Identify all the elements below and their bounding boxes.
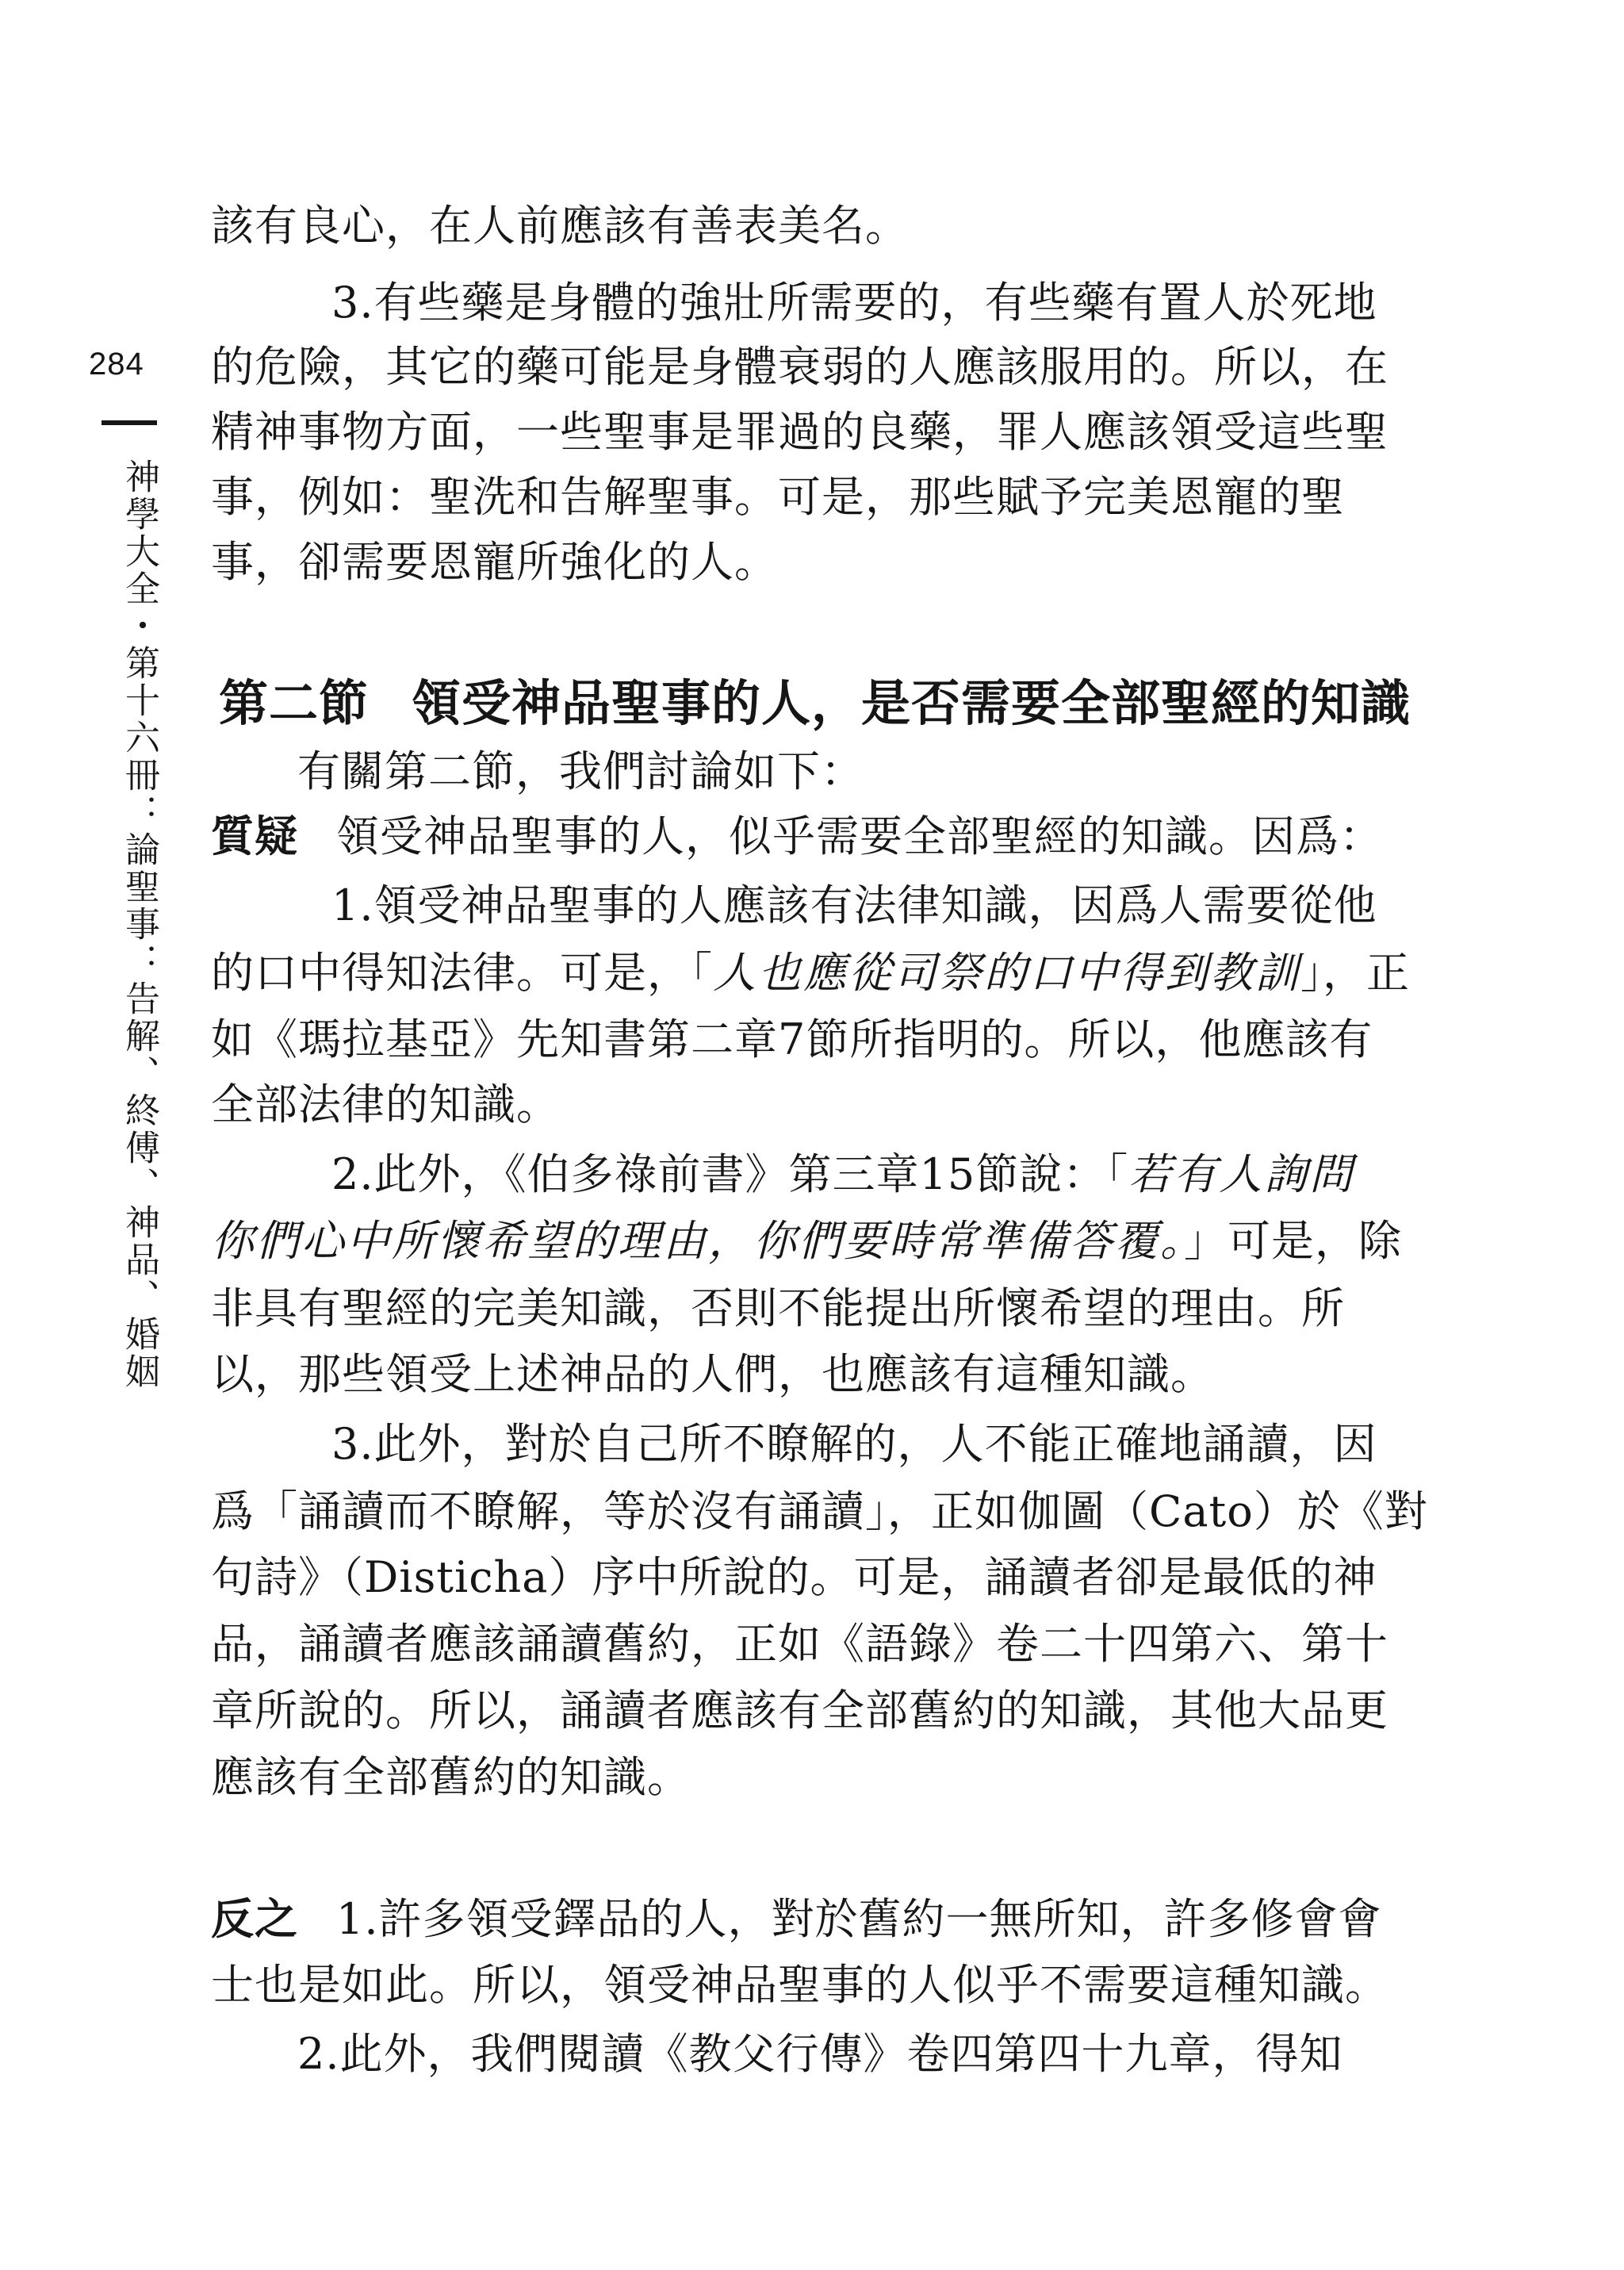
running-title: 神學大全・第十六冊：論聖事：告解、終傅、神品、婚姻 xyxy=(119,458,159,1390)
body-line-1: 該有良心，在人前應該有善表美名。 xyxy=(211,201,909,251)
contrary-label: 反之 xyxy=(211,1894,298,1944)
objection-1-line-3: 如《瑪拉基亞》先知書第二章7節所指明的。所以，他應該有 xyxy=(211,1014,1373,1064)
objection-2-line-3: 非具有聖經的完美知識，否則不能提出所懷希望的理由。所 xyxy=(211,1283,1345,1333)
objection-2-line-4: 以，那些領受上述神品的人們，也應該有這種知識。 xyxy=(211,1349,1214,1399)
objection-3-line-4: 品，誦讀者應該誦讀舊約，正如《語錄》卷二十四第六、第十 xyxy=(211,1619,1388,1669)
section-number: 第二節 xyxy=(219,674,370,732)
objection-3-line-3: 句詩》（Disticha）序中所說的。可是，誦讀者卻是最低的神 xyxy=(211,1552,1377,1602)
objection-1-line-4: 全部法律的知識。 xyxy=(211,1079,560,1129)
contrary-line-3: 2.此外，我們閱讀《教父行傳》卷四第四十九章，得知 xyxy=(297,2029,1343,2079)
contrary-1-text: 1.許多領受鐸品的人，對於舊約一無所知，許多修會會 xyxy=(336,1894,1382,1944)
body-line-5: 事，例如：聖洗和告解聖事。可是，那些賦予完美恩寵的聖 xyxy=(211,472,1345,522)
objection-3-line-5: 章所說的。所以，誦讀者應該有全部舊約的知識，其他大品更 xyxy=(211,1685,1388,1735)
objection-3-line-6: 應該有全部舊約的知識。 xyxy=(211,1752,691,1802)
section-title: 領受神品聖事的人，是否需要全部聖經的知識 xyxy=(412,674,1411,732)
objection-1-line-2 xyxy=(211,938,1410,1009)
text-span: 」可是，除 xyxy=(1184,1216,1402,1266)
objection-3-line-1: 3.此外，對於自己所不瞭解的，人不能正確地誦讀，因 xyxy=(331,1419,1377,1469)
scripture-quote: 若有人詢問 xyxy=(1128,1149,1355,1199)
scripture-quote: 人也應從司祭的口中得到教訓 xyxy=(713,948,1300,998)
objections-lead: 領受神品聖事的人，似乎需要全部聖經的知識。因爲： xyxy=(336,811,1383,861)
section-heading xyxy=(219,668,1411,739)
margin-rule xyxy=(102,420,157,425)
scripture-quote: 你們心中所懷希望的理由，你們要時常準備答覆。 xyxy=(211,1216,1184,1266)
objections-lead-line xyxy=(211,801,1383,872)
objection-1-line-1: 1.領受神品聖事的人應該有法律知識，因爲人需要從他 xyxy=(331,880,1377,930)
objections-label: 質疑 xyxy=(211,811,298,861)
objection-2-line-2 xyxy=(211,1206,1402,1277)
contrary-line-2: 士也是如此。所以，領受神品聖事的人似乎不需要這種知識。 xyxy=(211,1960,1388,2010)
objection-2-line-1 xyxy=(331,1139,1473,1210)
body-line-4: 精神事物方面，一些聖事是罪過的良藥，罪人應該領受這些聖 xyxy=(211,407,1388,457)
page-number: 284 xyxy=(89,347,144,382)
body-line-6: 事，卻需要恩寵所強化的人。 xyxy=(211,537,778,587)
contrary-line-1 xyxy=(211,1884,1382,1955)
text-span: 的口中得知法律。可是，「 xyxy=(211,948,713,998)
body-line-3: 的危險，其它的藥可能是身體衰弱的人應該服用的。所以，在 xyxy=(211,342,1388,392)
section-intro: 有關第二節，我們討論如下： xyxy=(297,746,864,796)
objection-3-line-2: 爲「誦讀而不瞭解，等於沒有誦讀」，正如伽圖（Cato）於《對 xyxy=(211,1486,1428,1536)
text-span: 2.此外，《伯多祿前書》第三章15節說：「 xyxy=(331,1149,1129,1199)
body-line-2: 3.有些藥是身體的強壯所需要的，有些藥有置人於死地 xyxy=(331,278,1377,328)
text-span: 」，正 xyxy=(1300,948,1410,998)
